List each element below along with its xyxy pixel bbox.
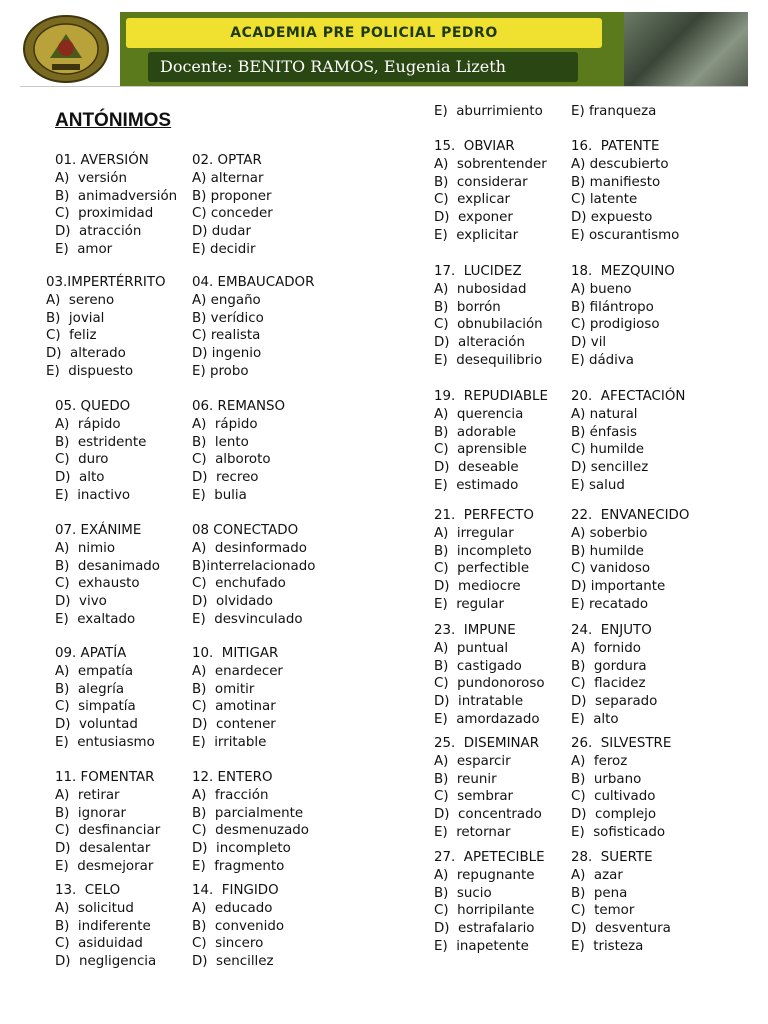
answer-option: B) considerar: [434, 174, 528, 190]
answer-option: E) fragmento: [192, 858, 285, 874]
answer-option: D) exponer: [434, 210, 513, 226]
question-block: [434, 388, 548, 495]
answer-option: A) rápido: [192, 416, 258, 432]
question-block: [434, 735, 542, 842]
question-word: 27. APETECIBLE: [434, 850, 545, 865]
answer-option: D) desventura: [571, 921, 671, 937]
answer-option: A) engaño: [192, 292, 261, 308]
answer-option: C) asiduidad: [55, 936, 143, 952]
question-word: 18. MEZQUINO: [571, 264, 675, 279]
answer-option: B) convenido: [192, 918, 285, 934]
answer-option: A) solicitud: [55, 900, 134, 916]
answer-option: B) desanimado: [55, 558, 160, 574]
question-block: [571, 138, 679, 245]
answer-option: E) probo: [192, 363, 249, 379]
answer-option: E) estimado: [434, 477, 519, 493]
answer-option: C) vanidoso: [571, 561, 651, 577]
question-block: [571, 622, 657, 729]
question-word: 07. EXÁNIME: [55, 523, 142, 538]
question-block: [192, 274, 314, 381]
answer-option: C) cultivado: [571, 789, 656, 805]
answer-option: B) pena: [571, 885, 628, 901]
question-word: 09. APATÍA: [55, 646, 127, 661]
answer-option: D) estrafalario: [434, 921, 535, 937]
question-block: [55, 645, 155, 752]
answer-option: B) urbano: [571, 771, 642, 787]
answer-option: A) empatía: [55, 663, 134, 679]
question-word: 01. AVERSIÓN: [55, 153, 149, 168]
answer-option: C) horripilante: [434, 903, 535, 919]
answer-option: B) ignorar: [55, 805, 127, 821]
question-word: 06. REMANSO: [192, 399, 286, 414]
answer-option: D) vil: [571, 335, 607, 351]
answer-option: E) alto: [571, 711, 619, 727]
answer-option: A) repugnante: [434, 867, 535, 883]
answer-option: E) irritable: [192, 734, 267, 750]
question-word: 04. EMBAUCADOR: [192, 275, 315, 290]
answer-option: B) reunir: [434, 771, 497, 787]
question-block: [434, 622, 545, 729]
answer-option: C) conceder: [192, 206, 273, 222]
answer-option: C) sembrar: [434, 789, 514, 805]
answer-option: B) énfasis: [571, 424, 637, 440]
question-word: 25. DISEMINAR: [434, 736, 540, 751]
question-block: [571, 388, 685, 495]
answer-option: A) retirar: [55, 787, 120, 803]
page-title: ANTÓNIMOS: [55, 110, 172, 131]
question-word: 16. PATENTE: [571, 139, 660, 154]
answer-option: E) entusiasmo: [55, 734, 155, 750]
answer-option: B) filántropo: [571, 299, 654, 315]
answer-option: A) puntual: [434, 640, 509, 656]
answer-option: B) humilde: [571, 543, 644, 559]
question-block: [434, 507, 534, 614]
answer-option: C) enchufado: [192, 576, 286, 592]
question-block: [46, 274, 166, 381]
answer-option: E) amor: [55, 241, 113, 257]
answer-option: E) oscurantismo: [571, 227, 680, 243]
answer-option: C) amotinar: [192, 699, 276, 715]
answer-option: C) temor: [571, 903, 635, 919]
question-block: [192, 769, 309, 876]
answer-option: D) desalentar: [55, 841, 151, 857]
answer-option: A) sereno: [46, 292, 115, 308]
answer-option: C) flacidez: [571, 676, 646, 692]
answer-option: E) inactivo: [55, 487, 131, 503]
answer-option: A) enardecer: [192, 663, 283, 679]
answer-option: A) desinformado: [192, 540, 307, 556]
answer-option: E) retornar: [434, 824, 511, 840]
answer-option: E) recatado: [571, 596, 649, 612]
answer-option: B) verídico: [192, 310, 264, 326]
answer-option: D) alto: [55, 470, 105, 486]
answer-option: D) deseable: [434, 460, 519, 476]
answer-option: C) obnubilación: [434, 317, 543, 333]
answer-option: C) proximidad: [55, 206, 154, 222]
answer-option: C) exhausto: [55, 576, 140, 592]
answer-option: E) tristeza: [571, 938, 644, 954]
answer-option: B) omitir: [192, 681, 255, 697]
answer-option: A) feroz: [571, 753, 628, 769]
answer-option: A) rápido: [55, 416, 121, 432]
answer-option: B) proponer: [192, 188, 272, 204]
answer-option: C) desmenuzado: [192, 823, 309, 839]
answer-option: D) sencillez: [192, 954, 274, 970]
answer-option: A) descubierto: [571, 156, 669, 172]
answer-option: B) gordura: [571, 658, 647, 674]
answer-option: A) azar: [571, 867, 623, 883]
answer-option: A) nubosidad: [434, 281, 527, 297]
answer-option: B) manifiesto: [571, 174, 661, 190]
answer-option: A) fracción: [192, 787, 269, 803]
question-word: 23. IMPUNE: [434, 623, 516, 638]
answer-option: D) complejo: [571, 807, 657, 823]
answer-option: B) adorable: [434, 424, 516, 440]
answer-option: E) inapetente: [434, 938, 529, 954]
soldier-photo: [624, 12, 748, 86]
answer-option: A) esparcir: [434, 753, 511, 769]
answer-option: B) lento: [192, 434, 249, 450]
question-word: 24. ENJUTO: [571, 623, 652, 638]
answer-option: E) desmejorar: [55, 858, 154, 874]
question-block: [434, 263, 543, 370]
answer-option: B)interrelacionado: [192, 558, 316, 574]
question-word: 19. REPUDIABLE: [434, 389, 548, 404]
answer-option: E) regular: [434, 596, 505, 612]
answer-option: A) versión: [55, 170, 127, 186]
answer-option: D) recreo: [192, 470, 259, 486]
header-banner: [20, 12, 748, 86]
answer-option: B) parcialmente: [192, 805, 304, 821]
answer-option: C) desfinanciar: [55, 823, 161, 839]
question-word: 03.IMPERTÉRRITO: [46, 275, 166, 290]
question-word: 11. FOMENTAR: [55, 770, 155, 785]
answer-option: D) alteración: [434, 335, 525, 351]
answer-option: E) decidir: [192, 241, 256, 257]
answer-option: A) educado: [192, 900, 273, 916]
answer-option: E) sofisticado: [571, 824, 666, 840]
answer-option: B) indiferente: [55, 918, 151, 934]
answer-option: B) alegría: [55, 681, 125, 697]
answer-option: B) borrón: [434, 299, 501, 315]
question-block: [571, 849, 671, 956]
answer-option: D) vivo: [55, 594, 107, 610]
answer-option: A) sobrentender: [434, 156, 547, 172]
answer-option: C) sincero: [192, 936, 264, 952]
answer-option: E) salud: [571, 477, 625, 493]
answer-option: D) separado: [571, 694, 658, 710]
answer-option: D) intratable: [434, 694, 524, 710]
question-word: 14. FINGIDO: [192, 883, 279, 898]
question-block: [192, 522, 315, 629]
answer-option: A) irregular: [434, 525, 514, 541]
answer-option: D) atracción: [55, 224, 142, 240]
answer-option: B) castigado: [434, 658, 522, 674]
question-block: [55, 152, 177, 259]
question-word: 13. CELO: [55, 883, 121, 898]
answer-option: D) mediocre: [434, 579, 521, 595]
answer-option: E) amordazado: [434, 711, 540, 727]
teacher-name: Docente: BENITO RAMOS, Eugenia Lizeth: [148, 52, 578, 82]
question-word: 12. ENTERO: [192, 770, 273, 785]
answer-option: E) desvinculado: [192, 611, 303, 627]
answer-option: C) perfectible: [434, 561, 530, 577]
answer-option: B) incompleto: [434, 543, 532, 559]
answer-option: E) explicitar: [434, 227, 519, 243]
answer-option: C) humilde: [571, 442, 645, 458]
answer-option: B) jovial: [46, 310, 105, 326]
answer-option: D) ingenio: [192, 346, 262, 362]
answer-option: D) contener: [192, 717, 276, 733]
question-block: [192, 882, 284, 971]
question-block: [55, 882, 156, 971]
answer-option: C) explicar: [434, 192, 511, 208]
answer-option: C) simpatía: [55, 699, 136, 715]
question-word: 17. LUCIDEZ: [434, 264, 522, 279]
answer-option: C) duro: [55, 452, 109, 468]
answer-option: D) voluntad: [55, 717, 138, 733]
answer-option: C) feliz: [46, 328, 97, 344]
answer-option: C) realista: [192, 328, 261, 344]
question-word: 05. QUEDO: [55, 399, 131, 414]
question-word: 02. OPTAR: [192, 153, 262, 168]
answer-option: A) fornido: [571, 640, 641, 656]
question-word: 10. MITIGAR: [192, 646, 279, 661]
question-word: 15. OBVIAR: [434, 139, 515, 154]
question-block: [434, 103, 543, 121]
answer-option: A) soberbio: [571, 525, 648, 541]
question-block: [571, 735, 671, 842]
answer-option: A) natural: [571, 406, 638, 422]
answer-option: B) sucio: [434, 885, 492, 901]
academy-logo-icon: [22, 14, 110, 84]
answer-option: C) alboroto: [192, 452, 271, 468]
answer-option: E) franqueza: [571, 104, 657, 119]
answer-option: E) dádiva: [571, 352, 634, 368]
question-block: [434, 849, 545, 956]
academy-name: ACADEMIA PRE POLICIAL PEDRO: [126, 18, 602, 48]
answer-option: D) olvidado: [192, 594, 274, 610]
question-block: [571, 103, 656, 121]
question-word: 22. ENVANECIDO: [571, 508, 690, 523]
answer-option: A) bueno: [571, 281, 632, 297]
question-block: [192, 152, 273, 259]
answer-option: C) aprensible: [434, 442, 527, 458]
question-word: 21. PERFECTO: [434, 508, 534, 523]
answer-option: A) alternar: [192, 170, 264, 186]
answer-option: E) dispuesto: [46, 363, 134, 379]
question-block: [571, 507, 689, 614]
question-block: [55, 398, 146, 505]
question-block: [192, 398, 285, 505]
answer-option: C) latente: [571, 192, 638, 208]
header-divider: [20, 86, 748, 87]
answer-option: E) bulia: [192, 487, 247, 503]
answer-option: D) negligencia: [55, 954, 157, 970]
answer-option: B) animadversión: [55, 188, 178, 204]
answer-option: D) incompleto: [192, 841, 291, 857]
question-word: 26. SILVESTRE: [571, 736, 672, 751]
question-block: [192, 645, 283, 752]
question-block: [571, 263, 675, 370]
question-block: [434, 138, 547, 245]
answer-option: C) pundonoroso: [434, 676, 545, 692]
answer-option: D) sencillez: [571, 460, 649, 476]
answer-option: E) desequilibrio: [434, 352, 543, 368]
question-word: 28. SUERTE: [571, 850, 653, 865]
question-word: 08 CONECTADO: [192, 523, 299, 538]
answer-option: D) expuesto: [571, 210, 653, 226]
question-word: 20. AFECTACIÓN: [571, 389, 686, 404]
answer-option: D) concentrado: [434, 807, 542, 823]
answer-option: D) alterado: [46, 346, 126, 362]
answer-option: A) querencia: [434, 406, 524, 422]
answer-option: D) dudar: [192, 224, 251, 240]
question-block: [55, 769, 160, 876]
answer-option: E) exaltado: [55, 611, 136, 627]
question-block: [55, 522, 160, 629]
answer-option: A) nimio: [55, 540, 116, 556]
answer-option: C) prodigioso: [571, 317, 660, 333]
answer-option: D) importante: [571, 579, 666, 595]
answer-option: E) aburrimiento: [434, 104, 543, 119]
answer-option: B) estridente: [55, 434, 147, 450]
